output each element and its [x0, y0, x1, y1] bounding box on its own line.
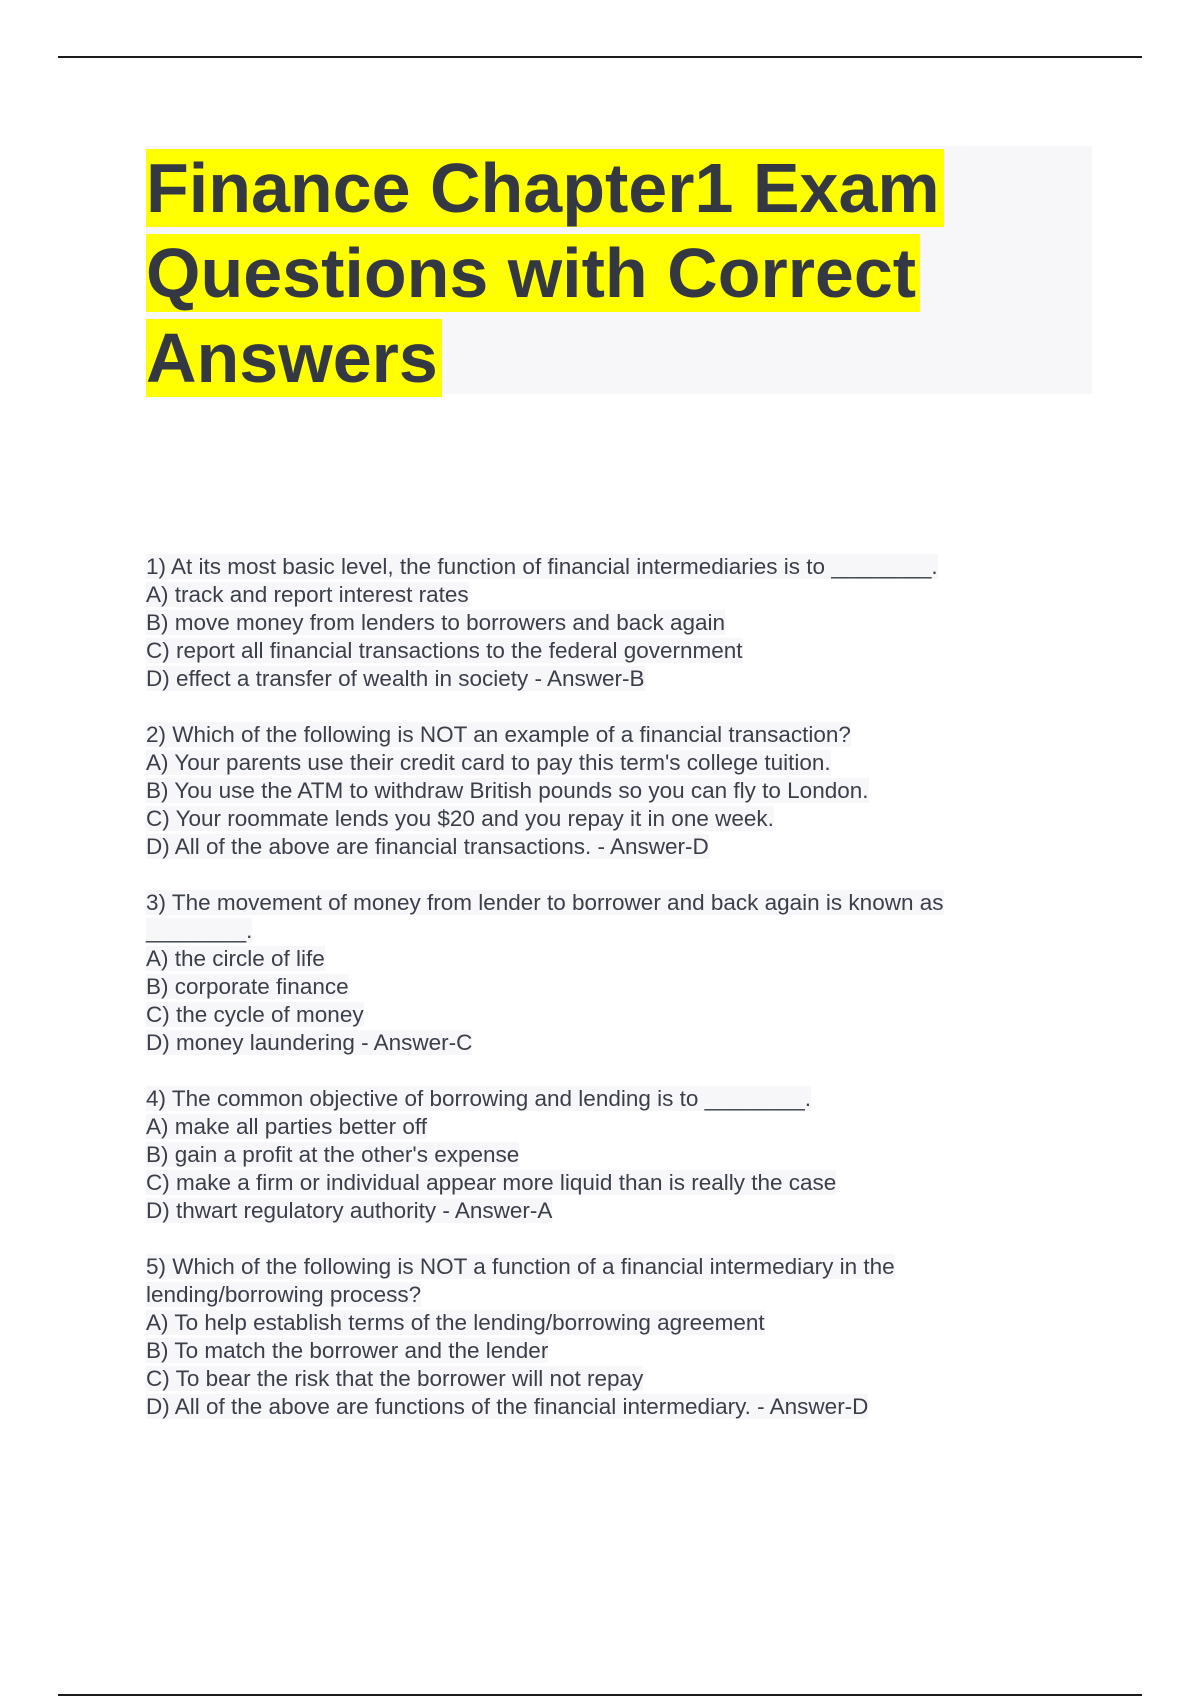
answer-option: D) money laundering - Answer-C [146, 1030, 473, 1055]
title-highlight [146, 149, 944, 397]
bottom-rule [58, 1694, 1142, 1696]
question-stem: ________. [146, 918, 253, 943]
question-stem: 5) Which of the following is NOT a function of a financial intermediary in the [146, 1254, 895, 1279]
answer-option: C) Your roommate lends you $20 and you repay it in one week. [146, 806, 774, 831]
title-line-1: Finance Chapter1 Exam [146, 149, 940, 227]
question-stem: 4) The common objective of borrowing and lending is to ________. [146, 1086, 812, 1111]
question-1 [146, 553, 1126, 693]
question-2 [146, 721, 1126, 861]
answer-option: A) Your parents use their credit card to pay this term's college tuition. [146, 750, 831, 775]
answer-option: A) the circle of life [146, 946, 325, 971]
answer-option: A) To help establish terms of the lending/borrowing agreement [146, 1310, 765, 1335]
answer-option: D) All of the above are functions of the financial intermediary. - Answer-D [146, 1394, 869, 1419]
answer-option: B) corporate finance [146, 974, 349, 999]
title-block [146, 146, 1092, 397]
answer-option: D) All of the above are financial transactions. - Answer-D [146, 834, 709, 859]
answer-option: B) gain a profit at the other's expense [146, 1142, 520, 1167]
answer-option: C) report all financial transactions to the federal government [146, 638, 743, 663]
question-stem: lending/borrowing process? [146, 1282, 422, 1307]
document-title [146, 146, 1092, 401]
answer-option: D) effect a transfer of wealth in society - Answer-B [146, 666, 645, 691]
answer-option: B) To match the borrower and the lender [146, 1338, 549, 1363]
answer-option: B) You use the ATM to withdraw British pounds so you can fly to London. [146, 778, 869, 803]
question-3 [146, 889, 1126, 1057]
question-5 [146, 1253, 1126, 1421]
questions-list [146, 553, 1126, 1449]
top-rule [58, 56, 1142, 58]
answer-option: A) track and report interest rates [146, 582, 469, 607]
answer-option: C) the cycle of money [146, 1002, 364, 1027]
answer-option: D) thwart regulatory authority - Answer-A [146, 1198, 553, 1223]
answer-option: B) move money from lenders to borrowers and back again [146, 610, 726, 635]
answer-option: A) make all parties better off [146, 1114, 427, 1139]
answer-option: C) To bear the risk that the borrower will not repay [146, 1366, 644, 1391]
title-line-3: Answers [146, 319, 438, 397]
question-stem: 3) The movement of money from lender to borrower and back again is known as [146, 890, 944, 915]
question-4 [146, 1085, 1126, 1225]
question-stem: 2) Which of the following is NOT an example of a financial transaction? [146, 722, 851, 747]
title-line-2: Questions with Correct [146, 234, 917, 312]
question-stem: 1) At its most basic level, the function of financial intermediaries is to ________. [146, 554, 938, 579]
answer-option: C) make a firm or individual appear more liquid than is really the case [146, 1170, 837, 1195]
